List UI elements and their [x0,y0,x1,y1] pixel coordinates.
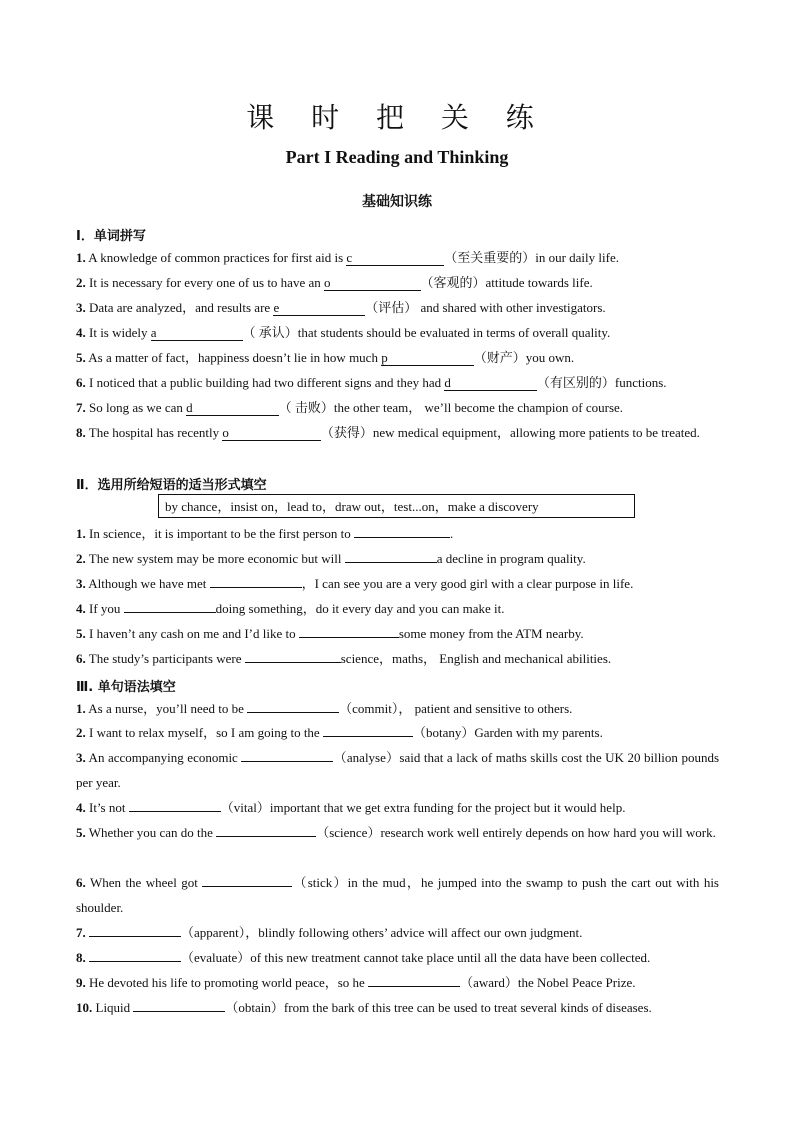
answer-blank[interactable] [241,748,333,762]
question-1-8: 8. The hospital has recently o （获得）new medical equipment，allowing more patients to be treated. [76,425,700,440]
question-3-7: 7. （apparent），blindly following others’ advice will affect our own judgment. [76,925,583,940]
question-3-1: 1. As a nurse，you’ll need to be （commit）， patient and sensitive to others. [76,701,573,716]
question-1-6: 6. I noticed that a public building had two different signs and they had d （有区别的）functions. [76,375,667,390]
question-1-7: 7. So long as we can d （ 击败）the other team， we’ll become the champion of course. [76,400,624,415]
question-2-3: 3. Although we have met ，I can see you are a very good girl with a clear purpose in life. [76,576,634,591]
question-1-2: 2. It is necessary for every one of us to have an o （客观的）attitude towards life. [76,275,593,290]
answer-blank[interactable] [133,998,225,1012]
question-3-9: 9. He devoted his life to promoting world peace，so he （award）the Nobel Peace Prize. [76,975,636,990]
answer-blank[interactable]: o [222,425,321,441]
answer-blank[interactable]: p [381,350,474,366]
question-2-6: 6. The study’s participants were science，maths， English and mechanical abilities. [76,651,612,666]
page-title: 课 时 把 关 练 [246,101,548,134]
answer-blank[interactable] [124,599,216,613]
question-3-10: 10. Liquid （obtain）from the bark of this tree can be used to treat several kinds of diseases. [76,1000,652,1015]
question-2-4: 4. If you doing something，do it every day and you can make it. [76,601,505,616]
section-heading-3: Ⅲ. 单句语法填空 [76,680,176,695]
question-3-4: 4. It’s not （vital）important that we get extra funding for the project but it would help. [76,800,626,815]
question-1-5: 5. As a matter of fact，happiness doesn’t lie in how much p （财产）you own. [76,350,575,365]
answer-blank[interactable]: d [444,375,537,391]
answer-blank[interactable] [216,823,316,837]
question-1-3: 3. Data are analyzed，and results are e （评估） and shared with other investigators. [76,300,606,315]
question-2-1: 1. In science，it is important to be the first person to . [76,526,454,541]
part-heading: Part I Reading and Thinking [285,147,509,167]
question-3-8: 8. （evaluate）of this new treatment cannot take place until all the data have been collected. [76,950,651,965]
question-2-2: 2. The new system may be more economic but will a decline in program quality. [76,551,586,566]
answer-blank[interactable]: o [324,275,421,291]
answer-blank[interactable] [129,798,221,812]
answer-blank[interactable] [210,574,302,588]
question-3-5: 5. Whether you can do the （science）research work well entirely depends on how hard you will work. [76,825,716,840]
answer-blank[interactable] [354,524,450,538]
answer-blank[interactable]: e [273,300,365,316]
answer-blank[interactable] [368,973,460,987]
question-3-2: 2. I want to relax myself，so I am going to the （botany）Garden with my parents. [76,725,603,740]
answer-blank[interactable] [323,723,413,737]
question-1-4: 4. It is widely a （ 承认）that students should be evaluated in terms of overall quality. [76,325,611,340]
answer-blank[interactable]: a [151,325,243,341]
section-heading-1: Ⅰ．单词拼写 [76,229,146,244]
answer-blank[interactable]: d [186,400,279,416]
answer-blank[interactable] [345,549,437,563]
question-3-6: 6. When the wheel got （stick）in the mud，he jumped into the swamp to push the cart out with his shoulder. [76,875,719,915]
answer-blank[interactable] [247,699,339,713]
section-heading-2: Ⅱ．选用所给短语的适当形式填空 [76,478,267,493]
question-3-3: 3. An accompanying economic （analyse）said that a lack of maths skills cost the UK 20 billion pounds per year. [76,750,720,790]
phrase-box: by chance，insist on，lead to，draw out，test...on，make a discovery [158,494,635,518]
question-2-5: 5. I haven’t any cash on me and I’d like to some money from the ATM nearby. [76,626,584,641]
answer-blank[interactable] [202,873,292,887]
answer-blank[interactable] [89,923,181,937]
answer-blank[interactable] [299,624,399,638]
answer-blank[interactable] [89,948,181,962]
answer-blank[interactable]: c [346,250,444,266]
subsection-heading: 基础知识练 [362,194,432,210]
question-1-1: 1. A knowledge of common practices for first aid is c （至关重要的）in our daily life. [76,250,619,265]
answer-blank[interactable] [245,649,341,663]
